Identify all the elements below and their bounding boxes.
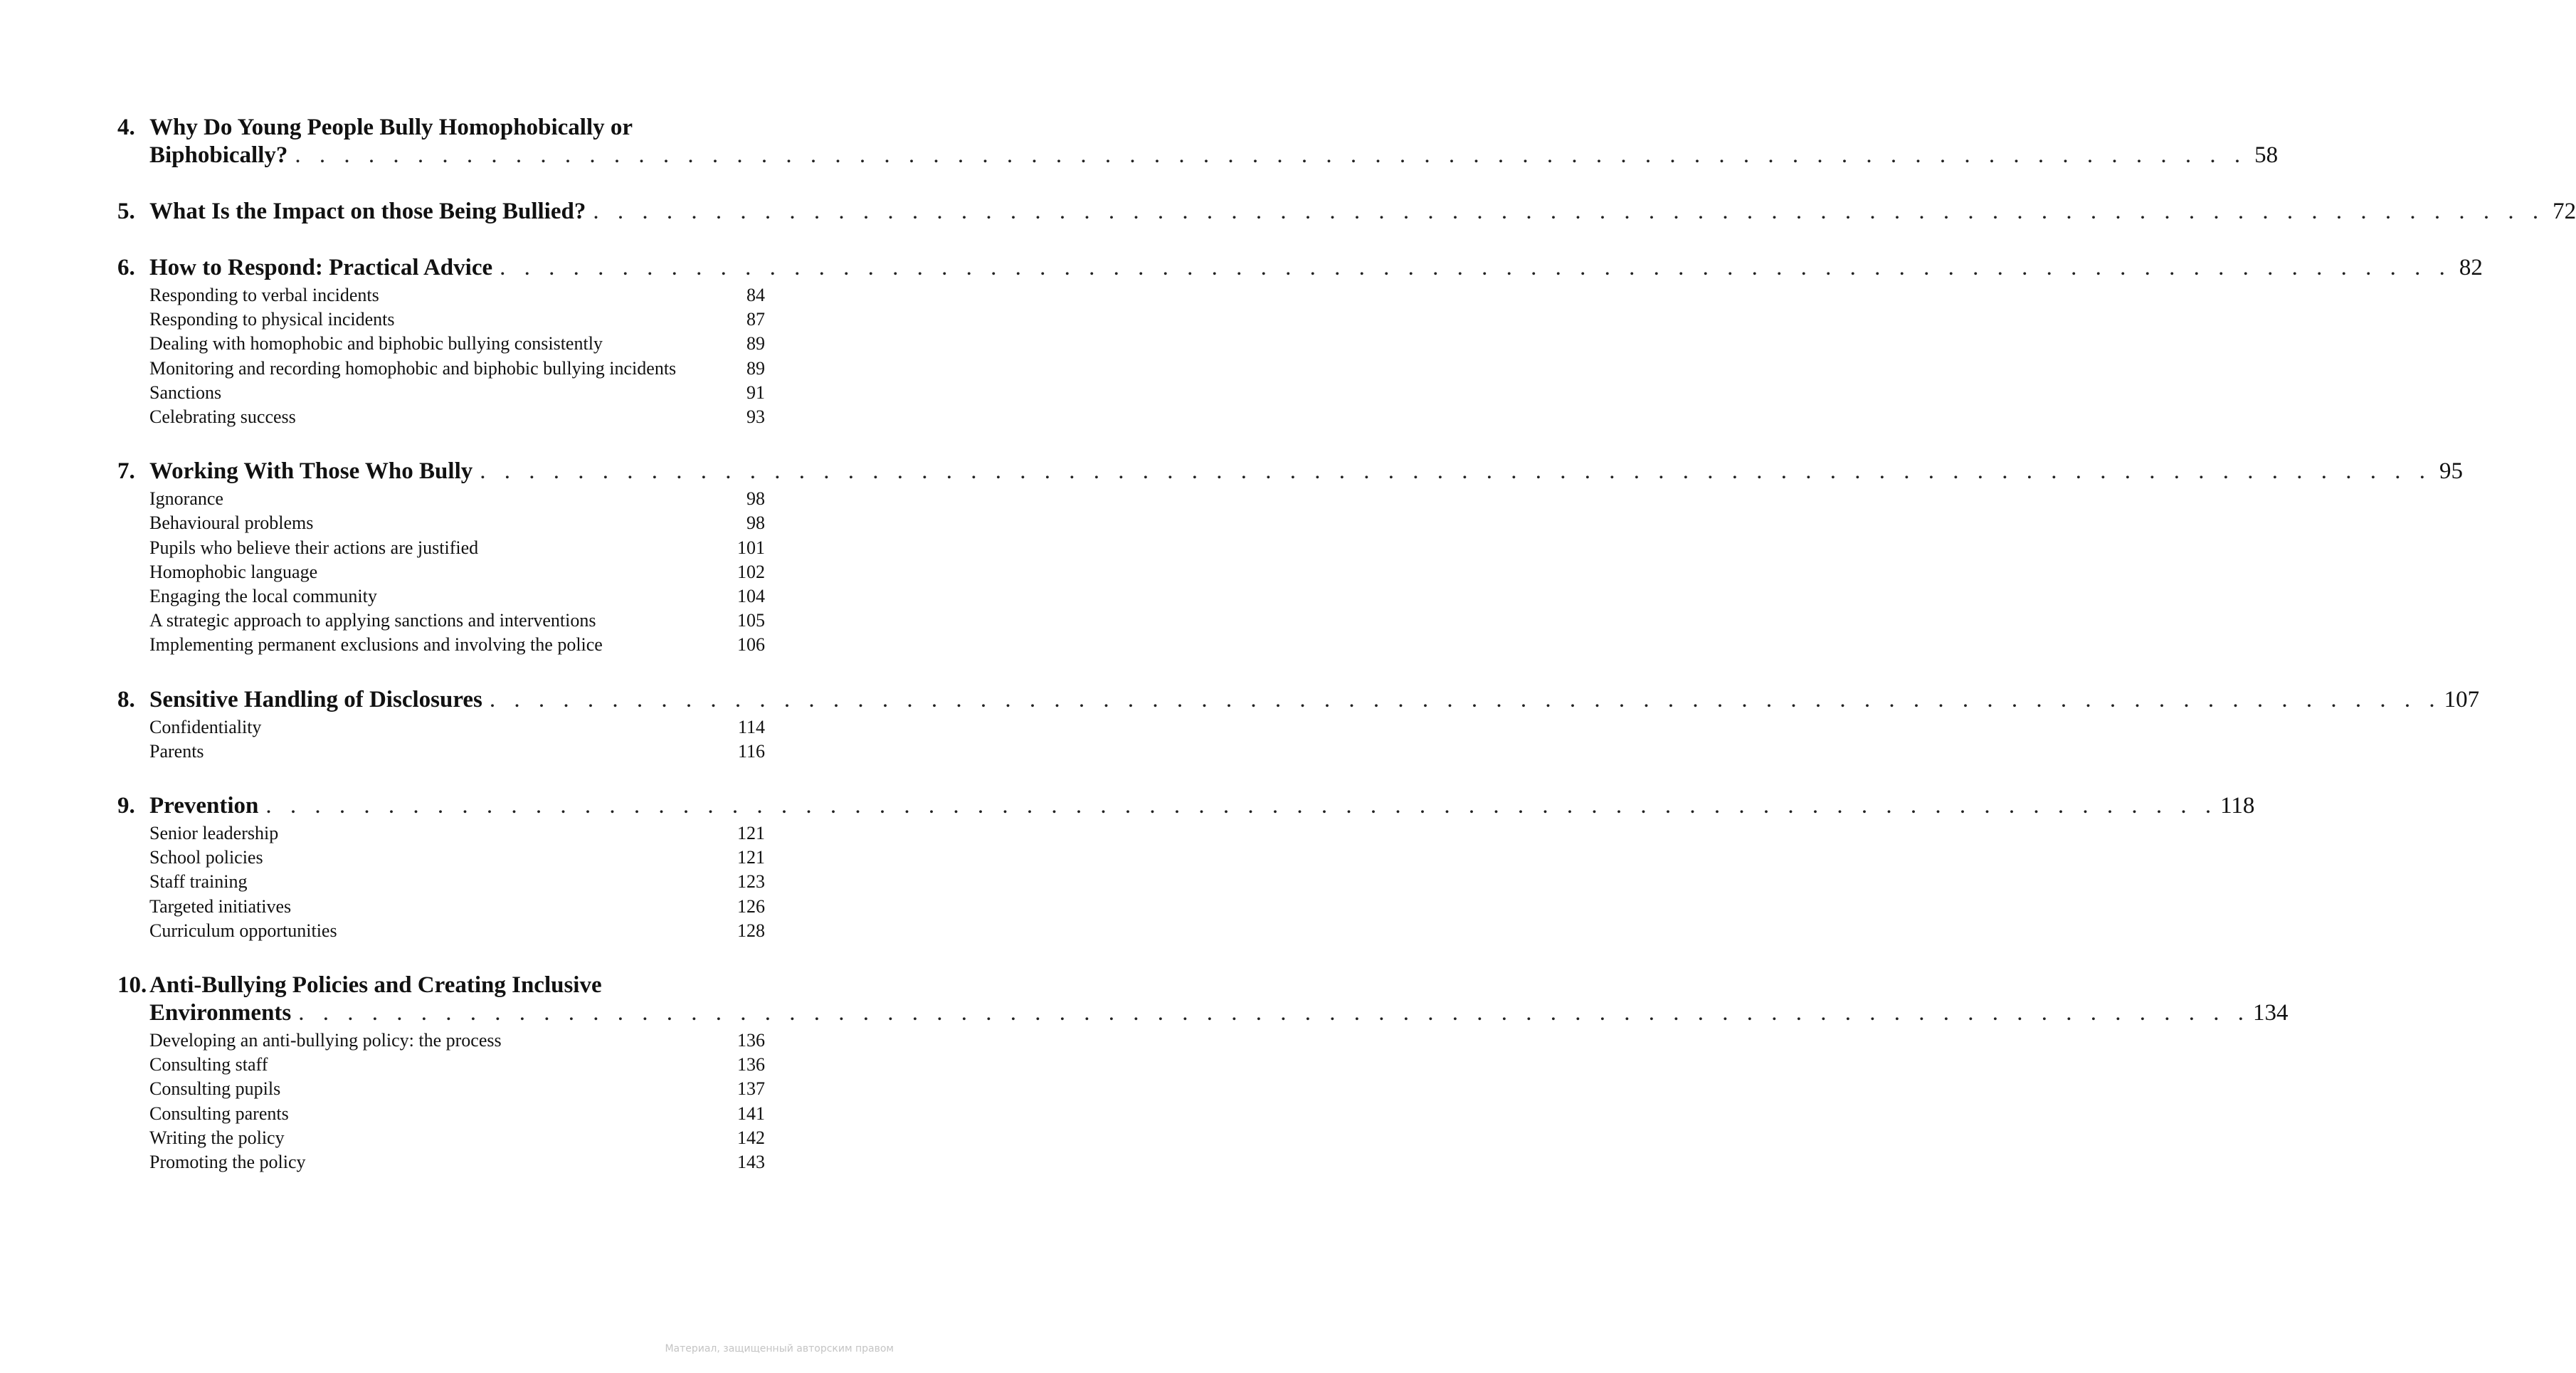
chapter-heading xyxy=(117,686,2480,714)
section-title: Implementing permanent exclusions and involving the police xyxy=(149,634,603,656)
copyright-watermark: Материал, защищенный авторским правом xyxy=(665,1343,894,1354)
chapter-title: Anti-Bullying Policies and Creating Inclusive xyxy=(149,972,602,999)
section-page-number: 137 xyxy=(737,1078,765,1100)
section-page-number: 141 xyxy=(737,1103,765,1124)
toc-section-row xyxy=(149,846,765,870)
dot-leader: . . . . . . . . . . . . . . . . . . . . . . . . . . . . . . . . . . . . . . . . . . . . . . . . . . . . . . . . . . . . . . . . . . . . . . . . . . . . . . . . xyxy=(298,1000,2251,1026)
chapter-heading xyxy=(117,458,2463,485)
chapter-number: 7. xyxy=(117,458,135,485)
section-page-number: 128 xyxy=(737,920,765,941)
section-title: Dealing with homophobic and biphobic bullying consistently xyxy=(149,333,603,354)
toc-chapter xyxy=(117,458,2463,657)
toc-section-row xyxy=(149,584,765,609)
chapter-page-number: 72 xyxy=(2553,199,2576,224)
toc-section-row xyxy=(149,633,765,657)
toc-section-row xyxy=(149,609,765,633)
section-title: Responding to physical incidents xyxy=(149,309,395,330)
section-title: Writing the policy xyxy=(149,1127,285,1148)
section-title: Sanctions xyxy=(149,382,222,403)
section-title: Promoting the policy xyxy=(149,1152,306,1173)
chapter-title: Biphobically? xyxy=(149,142,288,168)
toc-chapter xyxy=(117,972,2289,1174)
section-page-number: 98 xyxy=(746,488,765,510)
dot-leader: . . . . . . . . . . . . . . . . . . . . . . . . . . . . . . . . . . . . . . . . . . . . . . . . . . . . . . . . . . . . . . . . . . . . . . . . . . . . . . . . xyxy=(480,458,2432,485)
dot-leader: . . . . . . . . . . . . . . . . . . . . . . . . . . . . . . . . . . . . . . . . . . . . . . . . . . . . . . . . . . . . . . . . . . . . . . . . . . . . . . . . xyxy=(489,686,2442,712)
chapter-title: How to Respond: Practical Advice xyxy=(149,255,493,280)
section-title: Monitoring and recording homophobic and biphobic bullying incidents xyxy=(149,357,677,379)
toc-chapter xyxy=(117,686,2480,764)
chapter-page-number: 107 xyxy=(2444,686,2480,712)
section-title: Homophobic language xyxy=(149,561,318,582)
section-page-number: 121 xyxy=(737,823,765,844)
toc-section-row xyxy=(149,560,765,584)
section-list xyxy=(149,283,765,429)
toc-section-row xyxy=(149,821,765,846)
chapter-page-number: 118 xyxy=(2220,793,2255,819)
toc-section-row xyxy=(149,357,765,381)
section-page-number: 126 xyxy=(737,895,765,917)
section-page-number: 136 xyxy=(737,1030,765,1051)
section-title: Confidentiality xyxy=(149,716,262,737)
section-title: Ignorance xyxy=(149,488,223,510)
section-page-number: 101 xyxy=(737,537,765,558)
toc-chapter xyxy=(117,254,2483,429)
chapter-heading xyxy=(117,792,2255,820)
chapter-title: Why Do Young People Bully Homophobically or xyxy=(149,115,633,140)
section-title: Consulting pupils xyxy=(149,1078,281,1100)
chapter-number: 9. xyxy=(117,793,135,819)
toc-section-row xyxy=(149,715,765,740)
section-title: Targeted initiatives xyxy=(149,895,292,917)
dot-leader: . . . . . . . . . . . . . . . . . . . . . . . . . . . . . . . . . . . . . . . . . . . . . . . . . . . . . . . . . . . . . . . . . . . . . . . . . . . . . . . . xyxy=(265,793,2218,819)
section-page-number: 84 xyxy=(746,285,765,305)
chapter-title: Working With Those Who Bully xyxy=(149,458,473,485)
chapter-page-number: 134 xyxy=(2253,1000,2289,1026)
section-title: Celebrating success xyxy=(149,406,296,428)
section-page-number: 106 xyxy=(737,634,765,656)
section-title: Parents xyxy=(149,740,204,762)
section-page-number: 98 xyxy=(746,512,765,534)
chapter-number: 5. xyxy=(117,199,135,224)
section-title: Curriculum opportunities xyxy=(149,920,337,941)
section-page-number: 123 xyxy=(737,871,765,893)
toc-chapter xyxy=(117,114,2279,169)
chapter-number: 6. xyxy=(117,255,135,280)
chapter-number: 4. xyxy=(117,115,135,140)
section-list xyxy=(149,1029,765,1174)
section-page-number: 91 xyxy=(746,382,765,403)
section-page-number: 142 xyxy=(737,1127,765,1148)
section-title: Staff training xyxy=(149,871,248,893)
section-page-number: 102 xyxy=(737,561,765,582)
toc-section-row xyxy=(149,895,765,919)
section-page-number: 136 xyxy=(737,1054,765,1075)
chapter-title: What Is the Impact on those Being Bullied? xyxy=(149,199,586,224)
chapter-page-number: 95 xyxy=(2439,458,2463,485)
toc-section-row xyxy=(149,536,765,560)
toc-section-row xyxy=(149,740,765,764)
toc-section-row xyxy=(149,381,765,405)
toc-section-row xyxy=(149,919,765,943)
toc-section-row xyxy=(149,307,765,332)
section-page-number: 104 xyxy=(737,586,765,607)
chapter-title: Sensitive Handling of Disclosures xyxy=(149,686,482,712)
toc-section-row xyxy=(149,870,765,894)
section-list xyxy=(149,715,765,764)
toc-section-row xyxy=(149,332,765,356)
dot-leader: . . . . . . . . . . . . . . . . . . . . . . . . . . . . . . . . . . . . . . . . . . . . . . . . . . . . . . . . . . . . . . . . . . . . . . . . . . . . . . . . xyxy=(593,199,2545,224)
chapter-number: 8. xyxy=(117,686,135,712)
toc-section-row xyxy=(149,283,765,307)
table-of-contents xyxy=(117,114,2576,1203)
section-page-number: 93 xyxy=(746,406,765,428)
toc-section-row xyxy=(149,1126,765,1150)
section-title: Consulting parents xyxy=(149,1103,289,1124)
toc-section-row xyxy=(149,1053,765,1077)
section-title: Consulting staff xyxy=(149,1054,268,1075)
toc-section-row xyxy=(149,405,765,429)
chapter-page-number: 82 xyxy=(2459,255,2483,280)
section-page-number: 143 xyxy=(737,1152,765,1173)
toc-section-row xyxy=(149,1029,765,1053)
chapter-title: Environments xyxy=(149,1000,292,1026)
chapter-heading xyxy=(117,198,2576,226)
section-page-number: 89 xyxy=(746,357,765,379)
chapter-heading xyxy=(117,114,2279,169)
toc-chapter xyxy=(117,792,2255,943)
section-page-number: 105 xyxy=(737,610,765,631)
section-title: Behavioural problems xyxy=(149,512,314,534)
chapter-heading xyxy=(117,254,2483,282)
section-title: Pupils who believe their actions are justified xyxy=(149,537,479,558)
toc-section-row xyxy=(149,487,765,511)
section-list xyxy=(149,821,765,943)
toc-section-row xyxy=(149,1102,765,1126)
section-title: School policies xyxy=(149,847,263,868)
toc-section-row xyxy=(149,1150,765,1174)
chapter-number: 10. xyxy=(117,972,147,999)
section-list xyxy=(149,487,765,657)
section-title: Responding to verbal incidents xyxy=(149,285,379,305)
section-page-number: 87 xyxy=(746,309,765,330)
section-page-number: 116 xyxy=(737,740,765,762)
section-page-number: 121 xyxy=(737,847,765,868)
chapter-heading xyxy=(117,972,2289,1027)
toc-chapter xyxy=(117,198,2576,226)
section-title: Senior leadership xyxy=(149,823,279,844)
dot-leader: . . . . . . . . . . . . . . . . . . . . . . . . . . . . . . . . . . . . . . . . . . . . . . . . . . . . . . . . . . . . . . . . . . . . . . . . . . . . . . . . xyxy=(500,255,2451,280)
toc-section-row xyxy=(149,511,765,535)
dot-leader: . . . . . . . . . . . . . . . . . . . . . . . . . . . . . . . . . . . . . . . . . . . . . . . . . . . . . . . . . . . . . . . . . . . . . . . . . . . . . . . . xyxy=(295,142,2247,168)
chapter-page-number: 58 xyxy=(2254,142,2279,168)
section-title: A strategic approach to applying sanctions and interventions xyxy=(149,610,596,631)
section-title: Developing an anti-bullying policy: the process xyxy=(149,1030,502,1051)
section-page-number: 114 xyxy=(737,716,765,737)
toc-section-row xyxy=(149,1077,765,1101)
chapter-title: Prevention xyxy=(149,793,259,819)
section-page-number: 89 xyxy=(746,333,765,354)
section-title: Engaging the local community xyxy=(149,586,377,607)
